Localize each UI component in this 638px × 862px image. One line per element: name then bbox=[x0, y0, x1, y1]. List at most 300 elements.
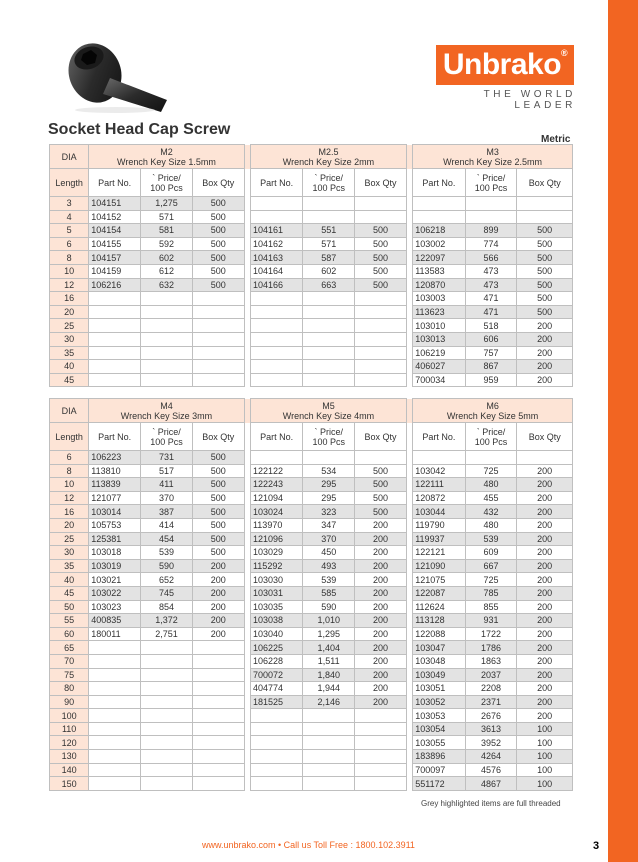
table-row bbox=[50, 559, 573, 573]
length-cell: 16 bbox=[50, 505, 89, 519]
part-no-cell: 103022 bbox=[89, 586, 141, 600]
price-cell bbox=[303, 210, 355, 224]
price-cell: 867 bbox=[465, 360, 517, 374]
price-header-line2: 100 Pcs bbox=[150, 436, 183, 447]
wrench-key-size: Wrench Key Size 2mm bbox=[282, 156, 375, 167]
part-no-cell: 121096 bbox=[250, 532, 302, 546]
footer-contact: www.unbrako.com • Call us Toll Free : 1800.102.3911 bbox=[202, 840, 415, 850]
price-header-line2: 100 Pcs bbox=[474, 436, 508, 447]
length-cell: 90 bbox=[50, 695, 89, 709]
part-no-header: Part No. bbox=[89, 169, 141, 197]
box-qty-cell bbox=[192, 763, 244, 777]
price-cell bbox=[141, 292, 193, 306]
price-cell bbox=[141, 750, 193, 764]
price-cell bbox=[303, 292, 355, 306]
box-qty-cell bbox=[192, 373, 244, 387]
socket-cap-screw-image bbox=[55, 28, 175, 113]
part-no-cell: 113128 bbox=[413, 614, 465, 628]
price-header bbox=[465, 169, 517, 197]
price-cell: 534 bbox=[303, 464, 355, 478]
length-cell: 4 bbox=[50, 210, 89, 224]
box-qty-cell: 500 bbox=[517, 305, 573, 319]
box-qty-cell bbox=[192, 332, 244, 346]
price-header-line1: ` Price/ bbox=[314, 172, 343, 183]
box-qty-cell bbox=[192, 292, 244, 306]
box-qty-cell: 200 bbox=[517, 709, 573, 723]
price-cell bbox=[141, 332, 193, 346]
price-cell: 4264 bbox=[465, 750, 517, 764]
part-no-cell bbox=[250, 292, 302, 306]
box-qty-header: Box Qty bbox=[355, 169, 407, 197]
price-cell: 774 bbox=[465, 237, 517, 251]
price-cell bbox=[141, 346, 193, 360]
length-cell: 45 bbox=[50, 586, 89, 600]
part-no-cell: 404774 bbox=[250, 682, 302, 696]
part-no-cell: 120870 bbox=[413, 278, 465, 292]
part-no-cell: 103051 bbox=[413, 682, 465, 696]
box-qty-cell: 200 bbox=[355, 641, 407, 655]
part-no-cell: 104161 bbox=[250, 224, 302, 238]
part-no-cell: 700072 bbox=[250, 668, 302, 682]
part-no-cell: 122111 bbox=[413, 478, 465, 492]
part-no-cell: 406027 bbox=[413, 360, 465, 374]
length-cell: 80 bbox=[50, 682, 89, 696]
length-cell: 140 bbox=[50, 763, 89, 777]
box-qty-cell: 200 bbox=[517, 627, 573, 641]
price-cell bbox=[141, 319, 193, 333]
box-qty-cell: 200 bbox=[517, 346, 573, 360]
size-header bbox=[250, 145, 406, 169]
price-cell: 757 bbox=[465, 346, 517, 360]
size-name: M4 bbox=[160, 400, 173, 411]
price-cell: 899 bbox=[465, 224, 517, 238]
box-qty-cell: 500 bbox=[355, 478, 407, 492]
price-cell: 1,511 bbox=[303, 654, 355, 668]
table-row bbox=[50, 518, 573, 532]
box-qty-cell: 200 bbox=[517, 614, 573, 628]
box-qty-cell: 500 bbox=[192, 478, 244, 492]
price-header-line2: 100 Pcs bbox=[312, 182, 345, 193]
box-qty-cell: 200 bbox=[355, 600, 407, 614]
part-no-cell: 106228 bbox=[250, 654, 302, 668]
box-qty-cell: 200 bbox=[192, 573, 244, 587]
spec-table-m4-m6 bbox=[49, 398, 573, 791]
length-cell: 12 bbox=[50, 491, 89, 505]
price-cell: 1,840 bbox=[303, 668, 355, 682]
part-no-cell bbox=[89, 709, 141, 723]
length-cell: 50 bbox=[50, 600, 89, 614]
price-cell: 854 bbox=[141, 600, 193, 614]
length-cell: 30 bbox=[50, 546, 89, 560]
table-row bbox=[50, 682, 573, 696]
price-cell: 606 bbox=[465, 332, 517, 346]
part-no-cell: 103042 bbox=[413, 464, 465, 478]
box-qty-cell: 500 bbox=[517, 292, 573, 306]
price-cell bbox=[303, 709, 355, 723]
box-qty-cell bbox=[192, 641, 244, 655]
price-cell: 471 bbox=[465, 305, 517, 319]
part-no-cell bbox=[250, 709, 302, 723]
table-row bbox=[50, 292, 573, 306]
part-no-cell: 115292 bbox=[250, 559, 302, 573]
part-no-cell bbox=[89, 360, 141, 374]
price-cell: 387 bbox=[141, 505, 193, 519]
box-qty-cell bbox=[355, 777, 407, 791]
price-cell: 473 bbox=[465, 264, 517, 278]
price-cell: 480 bbox=[465, 518, 517, 532]
box-qty-cell: 500 bbox=[355, 505, 407, 519]
part-no-cell bbox=[89, 332, 141, 346]
price-cell: 571 bbox=[303, 237, 355, 251]
price-cell bbox=[465, 210, 517, 224]
length-cell: 40 bbox=[50, 573, 89, 587]
length-header: Length bbox=[50, 423, 89, 451]
box-qty-cell: 200 bbox=[355, 532, 407, 546]
price-cell: 725 bbox=[465, 573, 517, 587]
box-qty-cell: 200 bbox=[355, 695, 407, 709]
price-cell: 323 bbox=[303, 505, 355, 519]
part-no-cell: 122243 bbox=[250, 478, 302, 492]
part-no-cell: 103018 bbox=[89, 546, 141, 560]
box-qty-cell: 500 bbox=[192, 505, 244, 519]
price-cell: 450 bbox=[303, 546, 355, 560]
price-header-line2: 100 Pcs bbox=[474, 182, 508, 193]
part-no-cell bbox=[250, 197, 302, 211]
length-cell: 20 bbox=[50, 305, 89, 319]
table-row bbox=[50, 546, 573, 560]
size-header bbox=[89, 145, 244, 169]
box-qty-cell: 100 bbox=[517, 750, 573, 764]
part-no-cell: 103044 bbox=[413, 505, 465, 519]
box-qty-cell: 500 bbox=[355, 464, 407, 478]
box-qty-cell: 500 bbox=[355, 278, 407, 292]
part-no-cell bbox=[250, 373, 302, 387]
length-cell: 10 bbox=[50, 264, 89, 278]
table-row bbox=[50, 264, 573, 278]
price-cell: 3613 bbox=[465, 722, 517, 736]
part-no-cell bbox=[89, 750, 141, 764]
table-row bbox=[50, 722, 573, 736]
part-no-cell: 103031 bbox=[250, 586, 302, 600]
part-no-cell: 103024 bbox=[250, 505, 302, 519]
box-qty-cell: 200 bbox=[192, 600, 244, 614]
box-qty-cell: 500 bbox=[355, 251, 407, 265]
length-cell: 55 bbox=[50, 614, 89, 628]
price-cell: 602 bbox=[303, 264, 355, 278]
price-header bbox=[141, 169, 193, 197]
price-cell: 855 bbox=[465, 600, 517, 614]
box-qty-cell: 100 bbox=[517, 736, 573, 750]
box-qty-cell: 500 bbox=[517, 278, 573, 292]
table-row bbox=[50, 750, 573, 764]
price-cell: 517 bbox=[141, 464, 193, 478]
box-qty-cell: 500 bbox=[192, 451, 244, 465]
part-no-cell bbox=[89, 763, 141, 777]
price-cell: 590 bbox=[303, 600, 355, 614]
price-header bbox=[141, 423, 193, 451]
part-no-cell bbox=[89, 777, 141, 791]
part-no-cell bbox=[89, 319, 141, 333]
part-no-cell: 103054 bbox=[413, 722, 465, 736]
part-no-cell: 112624 bbox=[413, 600, 465, 614]
box-qty-cell: 200 bbox=[355, 614, 407, 628]
length-cell: 120 bbox=[50, 736, 89, 750]
part-no-cell: 122122 bbox=[250, 464, 302, 478]
price-cell: 1,295 bbox=[303, 627, 355, 641]
part-no-cell: 700097 bbox=[413, 763, 465, 777]
length-cell: 8 bbox=[50, 251, 89, 265]
part-no-cell: 103010 bbox=[413, 319, 465, 333]
box-qty-cell bbox=[192, 360, 244, 374]
price-cell: 347 bbox=[303, 518, 355, 532]
box-qty-cell bbox=[355, 736, 407, 750]
length-cell: 10 bbox=[50, 478, 89, 492]
box-qty-cell: 200 bbox=[355, 518, 407, 532]
price-cell: 370 bbox=[303, 532, 355, 546]
table-row bbox=[50, 278, 573, 292]
table-row bbox=[50, 478, 573, 492]
box-qty-cell: 500 bbox=[192, 210, 244, 224]
box-qty-cell: 200 bbox=[192, 627, 244, 641]
part-no-cell bbox=[89, 654, 141, 668]
table-row bbox=[50, 709, 573, 723]
box-qty-cell: 500 bbox=[517, 264, 573, 278]
price-cell bbox=[141, 722, 193, 736]
table-row bbox=[50, 627, 573, 641]
box-qty-header: Box Qty bbox=[355, 423, 407, 451]
price-header-line2: 100 Pcs bbox=[312, 436, 345, 447]
box-qty-cell bbox=[192, 695, 244, 709]
box-qty-cell: 500 bbox=[192, 224, 244, 238]
part-no-cell bbox=[89, 682, 141, 696]
price-cell: 1,275 bbox=[141, 197, 193, 211]
table-row bbox=[50, 573, 573, 587]
price-cell bbox=[303, 305, 355, 319]
size-name: M6 bbox=[486, 400, 499, 411]
box-qty-cell: 500 bbox=[517, 237, 573, 251]
box-qty-cell: 200 bbox=[355, 546, 407, 560]
part-no-cell: 103038 bbox=[250, 614, 302, 628]
dia-header: DIA bbox=[50, 399, 89, 423]
part-no-cell: 113583 bbox=[413, 264, 465, 278]
box-qty-cell: 500 bbox=[192, 464, 244, 478]
price-cell bbox=[141, 654, 193, 668]
price-cell: 295 bbox=[303, 491, 355, 505]
price-cell: 652 bbox=[141, 573, 193, 587]
price-cell bbox=[465, 451, 517, 465]
box-qty-cell bbox=[192, 654, 244, 668]
part-no-cell: 103014 bbox=[89, 505, 141, 519]
table-row bbox=[50, 614, 573, 628]
price-cell: 295 bbox=[303, 478, 355, 492]
box-qty-cell: 200 bbox=[517, 695, 573, 709]
length-cell: 100 bbox=[50, 709, 89, 723]
part-no-cell: 103040 bbox=[250, 627, 302, 641]
box-qty-cell bbox=[192, 346, 244, 360]
part-no-cell bbox=[89, 722, 141, 736]
part-no-cell: 103023 bbox=[89, 600, 141, 614]
price-cell: 585 bbox=[303, 586, 355, 600]
part-no-cell bbox=[413, 451, 465, 465]
table-row bbox=[50, 305, 573, 319]
part-no-cell: 113623 bbox=[413, 305, 465, 319]
part-no-cell bbox=[250, 750, 302, 764]
price-cell: 581 bbox=[141, 224, 193, 238]
box-qty-cell: 200 bbox=[517, 586, 573, 600]
price-cell: 2037 bbox=[465, 668, 517, 682]
box-qty-cell: 200 bbox=[355, 559, 407, 573]
box-qty-cell bbox=[192, 709, 244, 723]
box-qty-cell: 500 bbox=[355, 237, 407, 251]
part-no-cell bbox=[89, 346, 141, 360]
price-cell bbox=[141, 736, 193, 750]
table-row bbox=[50, 695, 573, 709]
price-cell: 518 bbox=[465, 319, 517, 333]
price-cell bbox=[141, 695, 193, 709]
box-qty-cell: 200 bbox=[517, 532, 573, 546]
size-name: M3 bbox=[486, 146, 499, 157]
price-header bbox=[303, 423, 355, 451]
table-row bbox=[50, 451, 573, 465]
part-no-cell bbox=[413, 197, 465, 211]
part-no-cell: 105753 bbox=[89, 518, 141, 532]
part-no-cell: 104152 bbox=[89, 210, 141, 224]
box-qty-cell: 200 bbox=[517, 654, 573, 668]
box-qty-cell: 500 bbox=[192, 264, 244, 278]
box-qty-cell: 500 bbox=[192, 251, 244, 265]
part-no-cell: 121094 bbox=[250, 491, 302, 505]
table-row bbox=[50, 360, 573, 374]
price-cell bbox=[303, 750, 355, 764]
part-no-header: Part No. bbox=[413, 169, 465, 197]
dia-header: DIA bbox=[50, 145, 89, 169]
price-cell: 590 bbox=[141, 559, 193, 573]
length-cell: 25 bbox=[50, 532, 89, 546]
table-row bbox=[50, 736, 573, 750]
part-no-cell: 106219 bbox=[413, 346, 465, 360]
part-no-cell: 120872 bbox=[413, 491, 465, 505]
part-no-cell bbox=[250, 451, 302, 465]
box-qty-cell: 500 bbox=[192, 237, 244, 251]
part-no-cell: 103021 bbox=[89, 573, 141, 587]
box-qty-cell bbox=[355, 292, 407, 306]
box-qty-cell bbox=[517, 210, 573, 224]
table-row bbox=[50, 641, 573, 655]
price-cell: 663 bbox=[303, 278, 355, 292]
box-qty-header: Box Qty bbox=[192, 169, 244, 197]
price-cell: 473 bbox=[465, 278, 517, 292]
part-no-cell: 103052 bbox=[413, 695, 465, 709]
price-cell: 612 bbox=[141, 264, 193, 278]
part-no-cell bbox=[413, 210, 465, 224]
size-header bbox=[413, 399, 573, 423]
price-cell bbox=[141, 777, 193, 791]
length-cell: 45 bbox=[50, 373, 89, 387]
box-qty-cell: 100 bbox=[517, 763, 573, 777]
part-no-cell: 113970 bbox=[250, 518, 302, 532]
table-row bbox=[50, 251, 573, 265]
table-row bbox=[50, 586, 573, 600]
size-name: M2.5 bbox=[318, 146, 339, 157]
table-row bbox=[50, 319, 573, 333]
box-qty-cell bbox=[355, 709, 407, 723]
length-cell: 25 bbox=[50, 319, 89, 333]
box-qty-cell bbox=[355, 197, 407, 211]
price-header bbox=[303, 169, 355, 197]
price-cell bbox=[465, 197, 517, 211]
page-edge-bar bbox=[608, 0, 638, 862]
price-cell bbox=[141, 305, 193, 319]
part-no-cell: 119937 bbox=[413, 532, 465, 546]
box-qty-cell: 200 bbox=[517, 373, 573, 387]
box-qty-cell: 500 bbox=[192, 532, 244, 546]
price-cell: 592 bbox=[141, 237, 193, 251]
part-no-cell: 103029 bbox=[250, 546, 302, 560]
box-qty-cell bbox=[192, 777, 244, 791]
part-no-cell: 104163 bbox=[250, 251, 302, 265]
length-cell: 3 bbox=[50, 197, 89, 211]
box-qty-header: Box Qty bbox=[517, 423, 573, 451]
part-no-header: Part No. bbox=[413, 423, 465, 451]
length-cell: 6 bbox=[50, 237, 89, 251]
box-qty-cell bbox=[517, 197, 573, 211]
size-header bbox=[250, 399, 406, 423]
box-qty-cell: 500 bbox=[192, 518, 244, 532]
part-no-cell: 103055 bbox=[413, 736, 465, 750]
price-cell: 2,146 bbox=[303, 695, 355, 709]
part-no-cell bbox=[89, 373, 141, 387]
price-header bbox=[465, 423, 517, 451]
part-no-cell: 103030 bbox=[250, 573, 302, 587]
price-cell: 667 bbox=[465, 559, 517, 573]
price-cell bbox=[303, 451, 355, 465]
price-cell: 539 bbox=[141, 546, 193, 560]
part-no-cell: 122088 bbox=[413, 627, 465, 641]
box-qty-cell: 200 bbox=[517, 319, 573, 333]
part-no-cell: 125381 bbox=[89, 532, 141, 546]
part-no-cell: 121077 bbox=[89, 491, 141, 505]
price-cell: 2,751 bbox=[141, 627, 193, 641]
table-row bbox=[50, 654, 573, 668]
price-cell bbox=[303, 736, 355, 750]
part-no-cell: 104157 bbox=[89, 251, 141, 265]
part-no-cell: 181525 bbox=[250, 695, 302, 709]
price-header-line1: ` Price/ bbox=[314, 426, 343, 437]
box-qty-cell bbox=[355, 346, 407, 360]
box-qty-cell: 500 bbox=[192, 197, 244, 211]
price-cell: 785 bbox=[465, 586, 517, 600]
box-qty-cell: 200 bbox=[355, 627, 407, 641]
box-qty-cell: 200 bbox=[517, 600, 573, 614]
part-no-cell: 121075 bbox=[413, 573, 465, 587]
price-header-line2: 100 Pcs bbox=[150, 182, 183, 193]
table-row bbox=[50, 600, 573, 614]
price-cell: 931 bbox=[465, 614, 517, 628]
box-qty-cell: 500 bbox=[355, 224, 407, 238]
box-qty-cell: 200 bbox=[517, 518, 573, 532]
price-cell bbox=[303, 722, 355, 736]
wrench-key-size: Wrench Key Size 3mm bbox=[120, 410, 213, 421]
part-no-header: Part No. bbox=[89, 423, 141, 451]
box-qty-header: Box Qty bbox=[517, 169, 573, 197]
part-no-cell: 103048 bbox=[413, 654, 465, 668]
price-cell: 731 bbox=[141, 451, 193, 465]
part-no-cell bbox=[89, 305, 141, 319]
length-cell: 30 bbox=[50, 332, 89, 346]
price-cell: 1722 bbox=[465, 627, 517, 641]
table-row bbox=[50, 763, 573, 777]
table-row bbox=[50, 464, 573, 478]
